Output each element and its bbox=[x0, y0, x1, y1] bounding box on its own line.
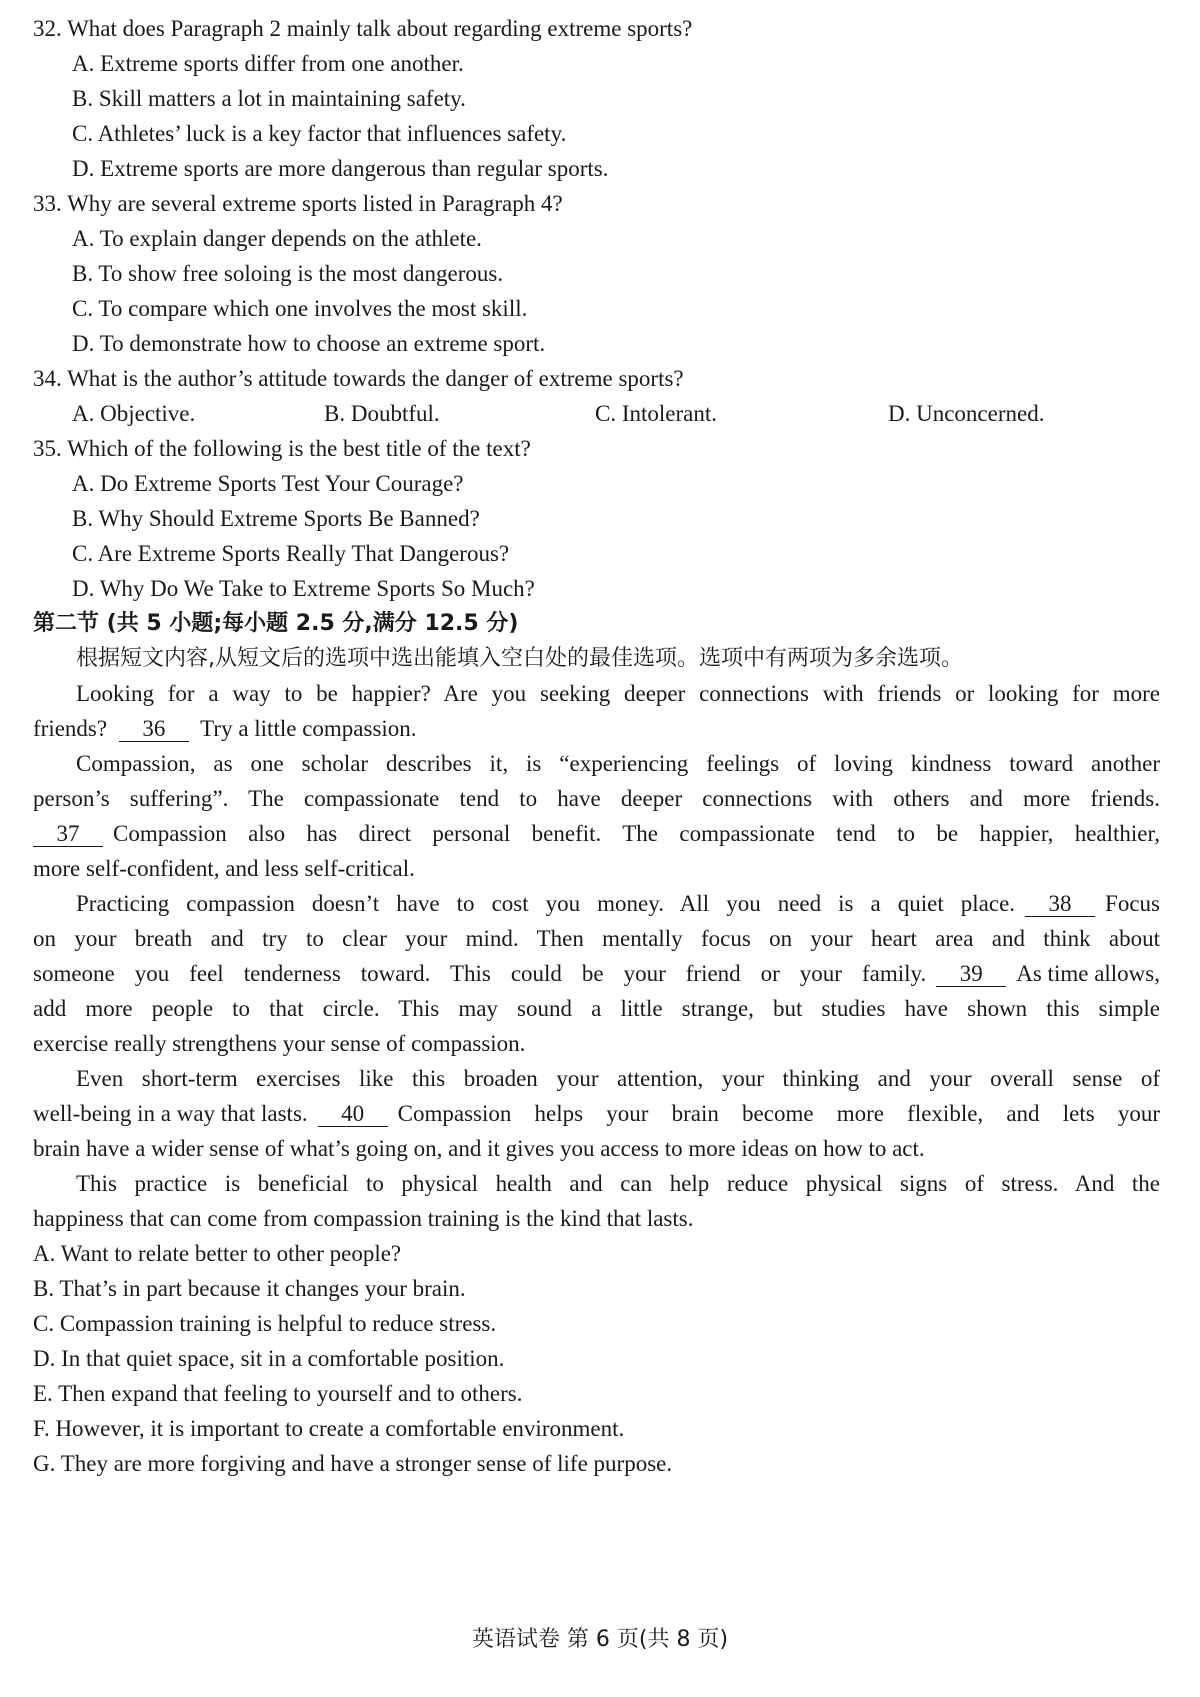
passage-line: This practice is beneficial to physical health and can help reduce physical signs of stress. And the bbox=[76, 1171, 1160, 1196]
passage-line: brain have a wider sense of what’s going on, and it gives you access to more ideas on how to act. bbox=[33, 1136, 925, 1161]
passage-line: person’s suffering”. The compassionate tend to have deeper connections with others and more friends. bbox=[33, 786, 1160, 811]
question-35-stem: 35. Which of the following is the best title of the text? bbox=[33, 436, 531, 461]
question-34-stem: 34. What is the author’s attitude towards the danger of extreme sports? bbox=[33, 366, 684, 391]
passage-line: Compassion, as one scholar describes it, is “experiencing feelings of loving kindness toward another bbox=[76, 751, 1160, 776]
passage-line: Even short-term exercises like this broaden your attention, your thinking and your overall sense of bbox=[76, 1066, 1160, 1091]
passage-line: exercise really strengthens your sense of compassion. bbox=[33, 1031, 526, 1056]
question-33-option-a: A. To explain danger depends on the athlete. bbox=[72, 226, 482, 251]
passage-text: As time allows, bbox=[1016, 961, 1160, 986]
passage-line bbox=[33, 819, 1160, 849]
passage-line: on your breath and try to clear your mind. Then mentally focus on your heart area and think about bbox=[33, 926, 1160, 951]
passage-text: someone you feel tenderness toward. This could be your friend or your family. bbox=[33, 961, 927, 986]
blank-36: 36 bbox=[119, 717, 189, 742]
choice-e: E. Then expand that feeling to yourself and to others. bbox=[33, 1381, 523, 1406]
choice-a: A. Want to relate better to other people? bbox=[33, 1241, 402, 1266]
blank-37: 37 bbox=[33, 822, 103, 847]
question-35-option-c: C. Are Extreme Sports Really That Dangerous? bbox=[72, 541, 510, 566]
question-32-stem: 32. What does Paragraph 2 mainly talk about regarding extreme sports? bbox=[33, 16, 693, 41]
passage-line: Looking for a way to be happier? Are you seeking deeper connections with friends or looking for more bbox=[76, 681, 1160, 706]
choice-d: D. In that quiet space, sit in a comfortable position. bbox=[33, 1346, 505, 1371]
question-32-option-a: A. Extreme sports differ from one another. bbox=[72, 51, 464, 76]
passage-line: happiness that can come from compassion training is the kind that lasts. bbox=[33, 1206, 694, 1231]
question-32-option-d: D. Extreme sports are more dangerous than regular sports. bbox=[72, 156, 609, 181]
question-34-option-a: A. Objective. bbox=[72, 401, 196, 426]
question-34-option-c: C. Intolerant. bbox=[595, 401, 717, 426]
passage-text: friends? bbox=[33, 716, 108, 741]
choice-g: G. They are more forgiving and have a stronger sense of life purpose. bbox=[33, 1451, 673, 1476]
passage-line bbox=[33, 959, 1160, 989]
passage-text: Try a little compassion. bbox=[200, 716, 417, 741]
blank-39: 39 bbox=[936, 962, 1006, 987]
question-33-option-c: C. To compare which one involves the most skill. bbox=[72, 296, 528, 321]
passage-line: add more people to that circle. This may sound a little strange, but studies have shown this simple bbox=[33, 996, 1160, 1021]
choice-c: C. Compassion training is helpful to reduce stress. bbox=[33, 1311, 497, 1336]
blank-38: 38 bbox=[1025, 892, 1095, 917]
passage-line bbox=[33, 1099, 1160, 1129]
question-33-stem: 33. Why are several extreme sports listed in Paragraph 4? bbox=[33, 191, 563, 216]
question-34-option-b: B. Doubtful. bbox=[324, 401, 440, 426]
question-35-option-d: D. Why Do We Take to Extreme Sports So Much? bbox=[72, 576, 535, 601]
passage-line: more self-confident, and less self-critical. bbox=[33, 856, 415, 881]
question-35-option-b: B. Why Should Extreme Sports Be Banned? bbox=[72, 506, 480, 531]
passage-text: well-being in a way that lasts. bbox=[33, 1101, 308, 1126]
question-34-option-d: D. Unconcerned. bbox=[888, 401, 1045, 426]
passage-text: Focus bbox=[1105, 891, 1160, 916]
passage-text: Compassion helps your brain become more flexible, and lets your bbox=[397, 1101, 1160, 1126]
passage-line bbox=[76, 889, 1160, 919]
question-32-option-b: B. Skill matters a lot in maintaining safety. bbox=[72, 86, 466, 111]
section-instruction: 根据短文内容,从短文后的选项中选出能填入空白处的最佳选项。选项中有两项为多余选项。 bbox=[76, 646, 963, 671]
question-33-option-b: B. To show free soloing is the most dangerous. bbox=[72, 261, 504, 286]
question-35-option-a: A. Do Extreme Sports Test Your Courage? bbox=[72, 471, 464, 496]
question-32-option-c: C. Athletes’ luck is a key factor that influences safety. bbox=[72, 121, 567, 146]
question-33-option-d: D. To demonstrate how to choose an extreme sport. bbox=[72, 331, 546, 356]
passage-text: Practicing compassion doesn’t have to cost you money. All you need is a quiet place. bbox=[76, 891, 1016, 916]
passage-text: Compassion also has direct personal benefit. The compassionate tend to be happier, healthier, bbox=[113, 821, 1160, 846]
blank-40: 40 bbox=[318, 1102, 388, 1127]
choice-b: B. That’s in part because it changes your brain. bbox=[33, 1276, 466, 1301]
section-heading: 第二节 (共 5 小题;每小题 2.5 分,满分 12.5 分) bbox=[33, 611, 519, 636]
passage-line bbox=[33, 714, 417, 744]
page-footer: 英语试卷 第 6 页(共 8 页) bbox=[471, 1627, 729, 1652]
choice-f: F. However, it is important to create a comfortable environment. bbox=[33, 1416, 625, 1441]
